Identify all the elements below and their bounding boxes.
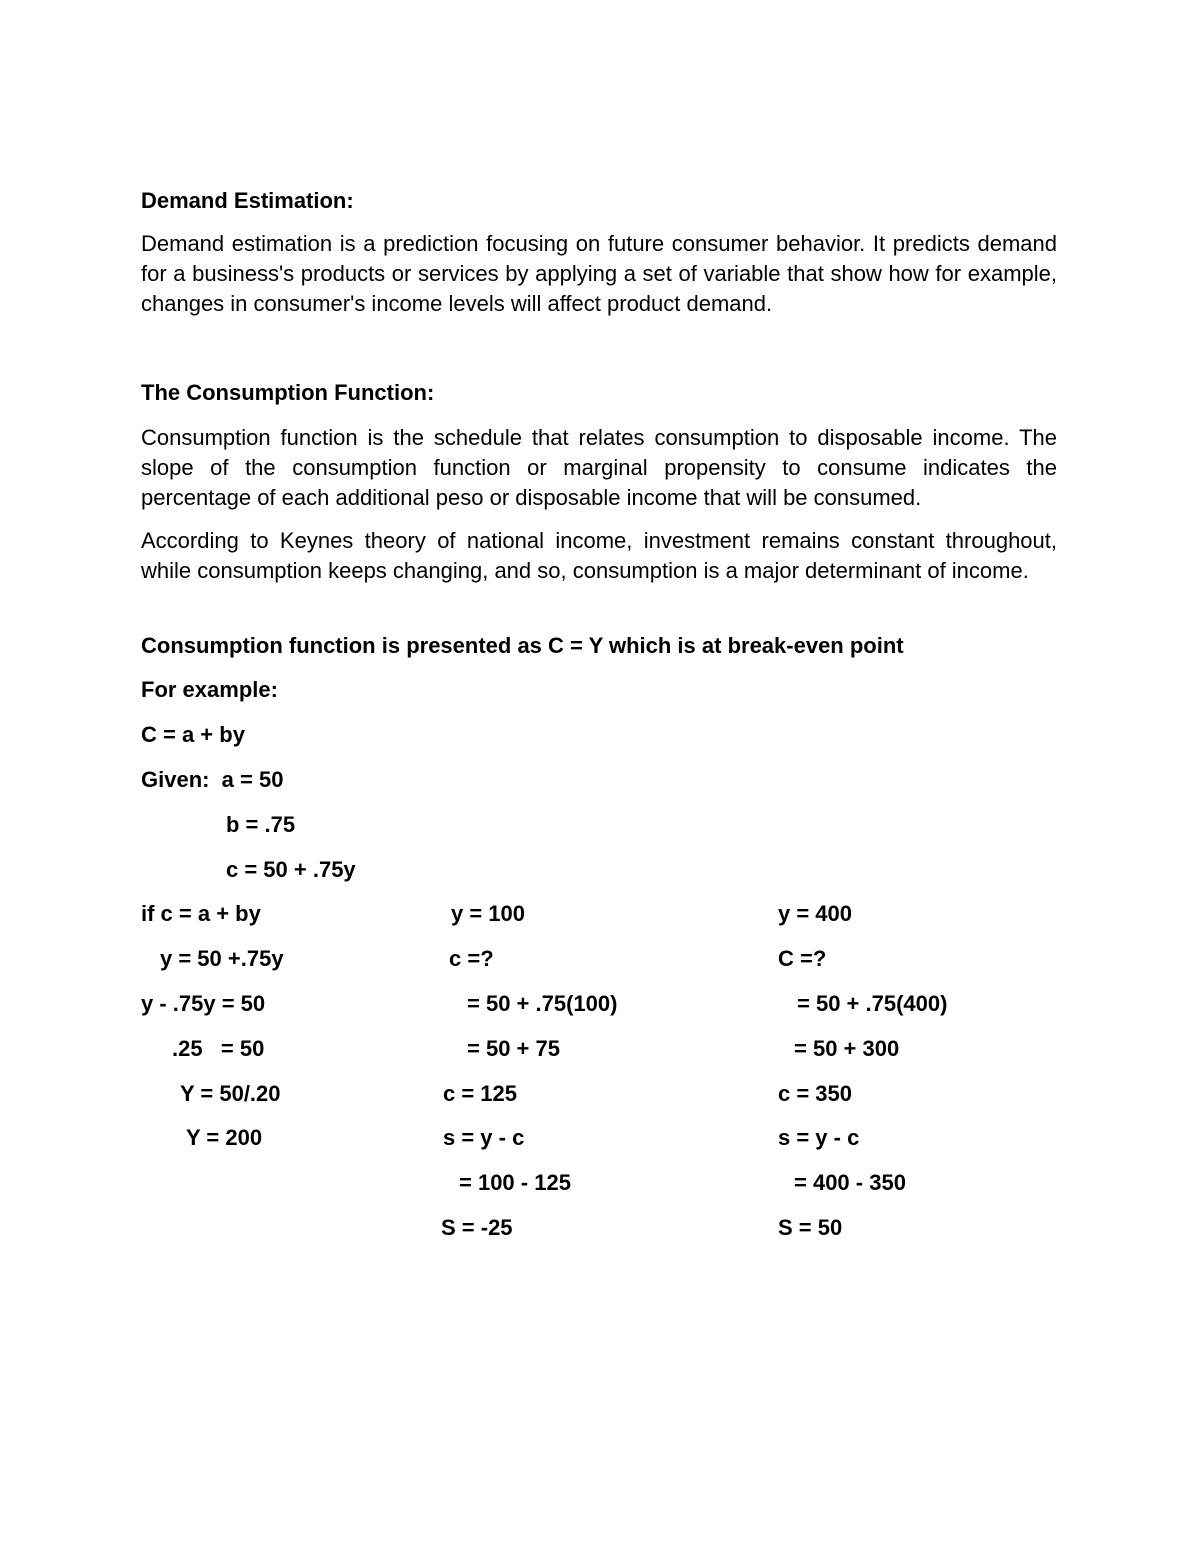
right-line-7: = 400 - 350 bbox=[794, 1170, 906, 1195]
given-b: b = .75 bbox=[226, 812, 296, 837]
left-line-3: y - .75y = 50 bbox=[141, 991, 266, 1016]
middle-line-6: s = y - c bbox=[443, 1125, 525, 1150]
middle-line-4: = 50 + 75 bbox=[467, 1036, 560, 1061]
middle-line-3: = 50 + .75(100) bbox=[467, 991, 618, 1016]
paragraph-demand-estimation: Demand estimation is a prediction focusing on future consumer behavior. It predicts demand for a business's products or services by applying a set of variable that show how for example, changes in consumer's income levels will affect product demand. bbox=[141, 231, 1057, 316]
paragraph-consumption-definition: Consumption function is the schedule that relates consumption to disposable income. The slope of the consumption function or marginal propensity to consume indicates the percentage of each additional peso or disposable income that will be consumed. bbox=[141, 425, 1057, 510]
example-label: For example: bbox=[141, 677, 278, 702]
middle-line-8: S = -25 bbox=[441, 1215, 513, 1240]
right-line-6: s = y - c bbox=[778, 1125, 860, 1150]
middle-line-2: c =? bbox=[449, 946, 494, 971]
formula: C = a + by bbox=[141, 722, 245, 747]
left-line-2: y = 50 +.75y bbox=[160, 946, 284, 971]
middle-line-1: y = 100 bbox=[451, 901, 526, 926]
left-line-4: .25 = 50 bbox=[172, 1036, 265, 1061]
right-line-5: c = 350 bbox=[778, 1081, 853, 1106]
right-line-8: S = 50 bbox=[778, 1215, 843, 1240]
left-line-1: if c = a + by bbox=[141, 901, 261, 926]
middle-line-5: c = 125 bbox=[443, 1081, 518, 1106]
heading-demand-estimation: Demand Estimation: bbox=[141, 188, 354, 213]
statement-break-even: Consumption function is presented as C = Y which is at break-even point bbox=[141, 633, 904, 658]
paragraph-keynes-theory: According to Keynes theory of national income, investment remains constant throughout, while consumption keeps changing, and so, consumption is a major determinant of income. bbox=[141, 528, 1057, 583]
heading-consumption-function: The Consumption Function: bbox=[141, 380, 435, 405]
right-line-3: = 50 + .75(400) bbox=[797, 991, 948, 1016]
right-line-2: C =? bbox=[778, 946, 827, 971]
middle-line-7: = 100 - 125 bbox=[459, 1170, 571, 1195]
right-line-1: y = 400 bbox=[778, 901, 853, 926]
given-c: c = 50 + .75y bbox=[226, 857, 356, 882]
left-line-6: Y = 200 bbox=[186, 1125, 263, 1150]
given-a: Given: a = 50 bbox=[141, 767, 284, 792]
left-line-5: Y = 50/.20 bbox=[180, 1081, 281, 1106]
right-line-4: = 50 + 300 bbox=[794, 1036, 900, 1061]
